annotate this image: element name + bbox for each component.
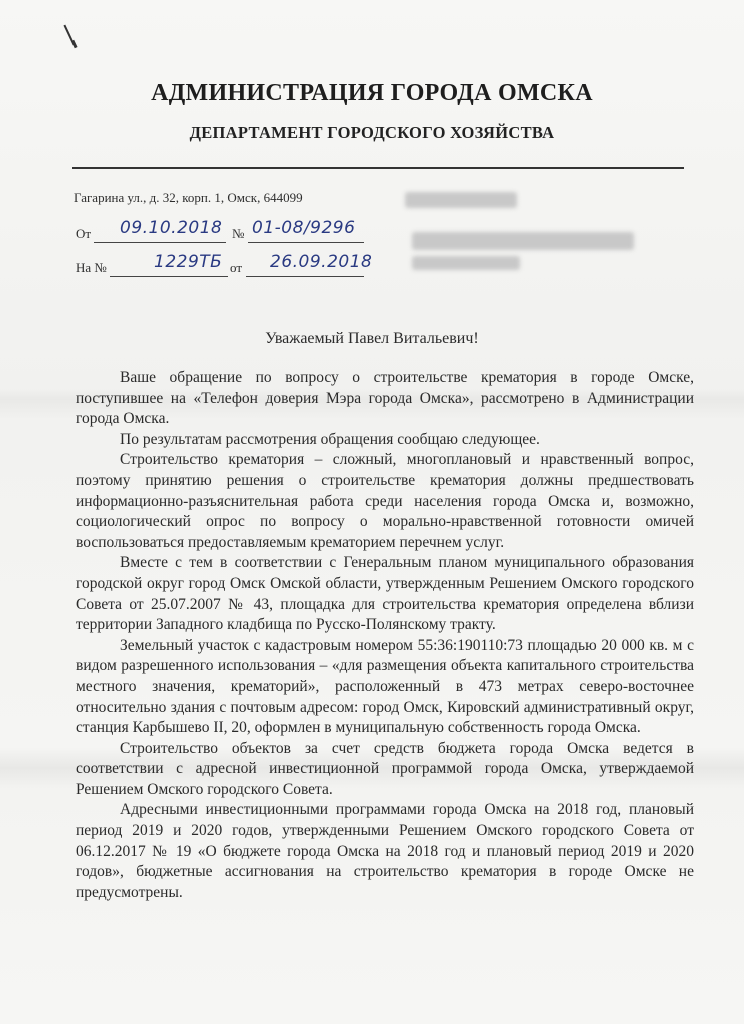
paragraph: Адресными инвестиционными программами города Омска на 2018 год, плановый период 2019 и 2020 годов, утвержденными Решением Омского городского Совета от 06.12.2017 № 19 «О бюджете города Омска на 2018 год и плановый период 2019 и 2020 годов», бюджетные ассигнования на строительство крематория в городе Омске не предусмотрены. <box>76 801 694 901</box>
department-title: ДЕПАРТАМЕНТ ГОРОДСКОГО ХОЗЯЙСТВА <box>189 123 555 142</box>
outgoing-date: 09.10.2018 <box>120 218 223 238</box>
redacted-recipient-3 <box>412 256 520 270</box>
incoming-ref-row <box>74 252 374 278</box>
number-label: № <box>232 226 245 241</box>
ref-label: На № <box>76 260 107 275</box>
from-label: От <box>76 226 92 241</box>
pen-mark-dot <box>71 40 77 49</box>
paragraph: Ваше обращение по вопросу о строительстве крематория в городе Омске, поступившее на «Телефон доверия Мэра города Омска», рассмотрено в Администрации города Омска. <box>76 369 694 428</box>
date-line <box>94 242 226 243</box>
paragraph: Земельный участок с кадастровым номером 55:36:190110:73 площадью 20 000 кв. м с видом разрешенного использования – «для размещения объекта капитального строительства местного значения, крематорий», расположенный в 473 метрах северо-восточнее относительно здания с почтовым адресом: город Омск, Кировский административный округ, станция Карбышево II, 20, оформлен в муниципальную собственность города Омска. <box>76 636 694 737</box>
redacted-recipient-2 <box>412 232 634 250</box>
number-line <box>248 242 364 243</box>
header-rule <box>72 167 684 169</box>
ref-number-line <box>110 276 228 277</box>
paragraph: Строительство объектов за счет средств бюджета города Омска ведется в соответствии с адресной инвестиционной программой города Омска, утверждаемой Решением Омского городского Совета. <box>76 739 694 798</box>
sender-address: Гагарина ул., д. 32, корп. 1, Омск, 644099 <box>74 190 303 205</box>
paragraph: Вместе с тем в соответствии с Генеральным планом муниципального образования городской округ город Омск Омской области, утвержденным Решением Омского городского Совета от 25.07.2007 № 43, площадка для строительства крематория определена вблизи территории Западного кладбища по Русско-Полянскому тракту. <box>76 554 694 634</box>
letter-body <box>76 368 694 903</box>
ref-date-line <box>246 276 364 277</box>
incoming-date: 26.09.2018 <box>270 252 373 272</box>
organization-title: АДМИНИСТРАЦИЯ ГОРОДА ОМСКА <box>151 80 593 106</box>
redacted-recipient-1 <box>405 192 517 208</box>
outgoing-number: 01-08/9296 <box>252 218 356 238</box>
paragraph: Строительство крематория – сложный, многоплановый и нравственный вопрос, поэтому принятию решения о строительстве крематория должны предшествовать информационно-разъяснительная работа среди населения города Омска и, возможно, социологический опрос по вопросу о морально-нравственной готовности омичей воспользоваться предоставляемым крематорием перечнем услуг. <box>76 451 694 551</box>
outgoing-ref-row <box>74 218 374 244</box>
incoming-number: 1229ТБ <box>154 252 223 272</box>
paragraph: По результатам рассмотрения обращения сообщаю следующее. <box>120 430 540 448</box>
salutation: Уважаемый Павел Витальевич! <box>265 330 479 347</box>
ref-from-label: от <box>230 260 243 275</box>
